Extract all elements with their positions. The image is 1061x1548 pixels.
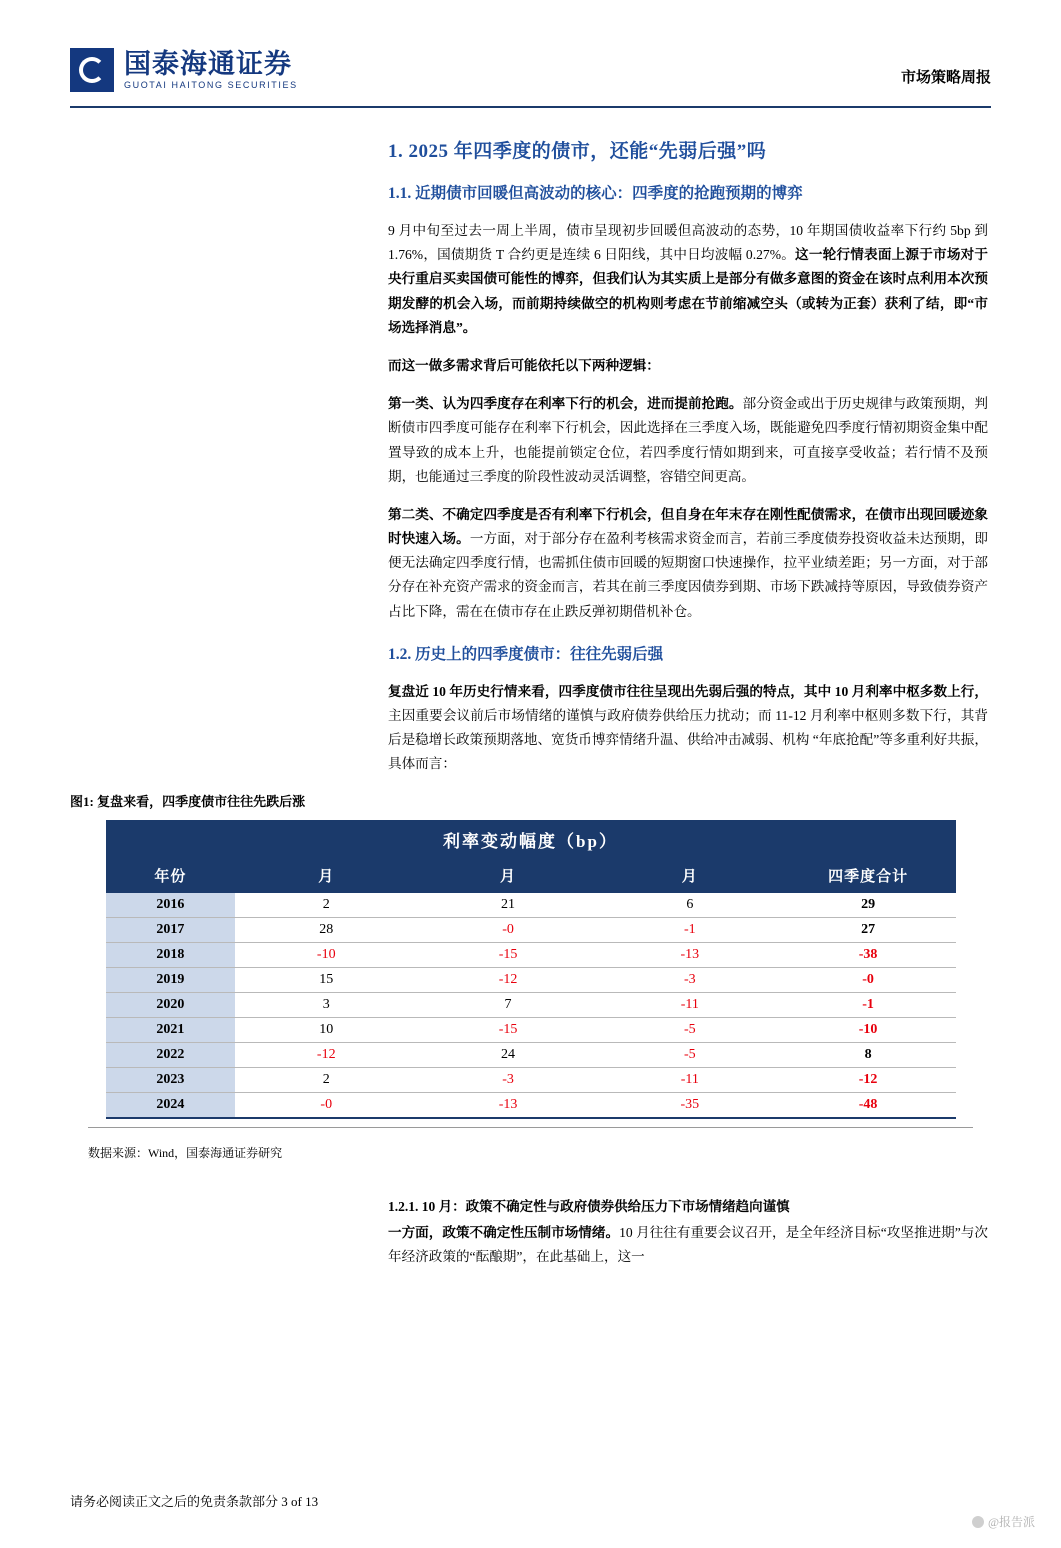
table-row: [106, 942, 956, 967]
table-row: [106, 1042, 956, 1067]
page-header: [70, 48, 991, 108]
figure-source: 数据来源：Wind，国泰海通证券研究: [88, 1145, 283, 1160]
section-heading-1-2-1: 1.2.1. 10 月：政策不确定性与政府债券供给压力下市场情绪趋向谨慎: [388, 1198, 790, 1214]
watermark: [972, 1513, 1035, 1530]
cell-m3: -3: [599, 967, 781, 992]
cell-year: 2020: [106, 992, 236, 1017]
text-column-2: [388, 1195, 988, 1269]
paragraph-4-normal: 一方面，对于部分存在盈利考核需求资金而言，若前三季度债券投资收益未达预期，即便无法确定四季度行情，也需抓住债市回暖的短期窗口快速操作，拉平业绩差距；另一方面，对于部分存在补充资产需求的资金而言，若其在前三季度因债券到期、市场下跌减持等原因，导致债券资产占比下降，需在在债市存在止跌反弹初期借机补仓。: [388, 531, 989, 619]
cell-m2: 21: [417, 893, 599, 918]
cell-year: 2023: [106, 1067, 236, 1092]
table-row: [106, 917, 956, 942]
cell-m3: -13: [599, 942, 781, 967]
cell-m3: -1: [599, 917, 781, 942]
header-report-type: 市场策略周报: [900, 70, 991, 86]
table-col-year: 年份: [106, 859, 236, 893]
cell-total: -10: [781, 1017, 956, 1042]
cell-m2: -12: [417, 967, 599, 992]
cell-total: -1: [781, 992, 956, 1017]
section-heading-1: 1. 2025 年四季度的债市，还能“先弱后强”吗: [388, 141, 767, 162]
cell-m2: 24: [417, 1042, 599, 1067]
section-heading-1-1: 1.1. 近期债市回暖但高波动的核心：四季度的抢跑预期的博弈: [388, 185, 803, 202]
paragraph-1: [388, 219, 988, 340]
source-divider: [88, 1127, 973, 1128]
cell-m3: -35: [599, 1092, 781, 1118]
figure-caption: 图1: 复盘来看，四季度债市往往先跌后涨: [70, 793, 306, 809]
paragraph-1-bold: 这一轮行情表面上源于市场对于央行重启买卖国债可能性的博弈，但我们认为其实质上是部分有做多意图的资金在该时点利用本次预期发酵的机会入场，而前期持续做空的机构则考虑在节前缩减空头（或转为正套）获利了结，即“市场选择消息”。: [388, 247, 989, 335]
cell-total: -0: [781, 967, 956, 992]
cell-year: 2022: [106, 1042, 236, 1067]
page-content: [70, 108, 991, 1269]
document-page: [0, 48, 1061, 1548]
rate-change-table: [106, 820, 956, 1119]
text-column: [388, 136, 988, 777]
cell-m3: -11: [599, 1067, 781, 1092]
cell-m3: 6: [599, 893, 781, 918]
table-col-month-2: 月: [417, 859, 599, 893]
cell-total: 27: [781, 917, 956, 942]
paragraph-6-bold: 一方面，政策不确定性压制市场情绪。: [388, 1224, 620, 1240]
paragraph-2: 而这一做多需求背后可能依托以下两种逻辑：: [388, 357, 660, 373]
cell-m3: -11: [599, 992, 781, 1017]
cell-m3: -5: [599, 1042, 781, 1067]
cell-year: 2017: [106, 917, 236, 942]
cell-m1: 3: [235, 992, 417, 1017]
table-title-row: [106, 820, 956, 859]
table-header-row: [106, 859, 956, 893]
table-head: [106, 820, 956, 893]
brand-logo: [70, 48, 298, 92]
table-body: [106, 893, 956, 1118]
watermark-icon: [972, 1516, 984, 1528]
paragraph-3-bold: 第一类、认为四季度存在利率下行的机会，进而提前抢跑。: [388, 396, 743, 412]
cell-year: 2018: [106, 942, 236, 967]
cell-m1: -0: [235, 1092, 417, 1118]
paragraph-4-bold: 第二类、不确定四季度是否有利率下行机会，但自身在年末存在刚性配债需求，在债市出现回暖迹象时快速入场。: [388, 506, 988, 547]
watermark-label: @报告派: [987, 1515, 1035, 1529]
cell-m1: 10: [235, 1017, 417, 1042]
logo-text-cn: 国泰海通证券: [124, 48, 292, 79]
table-col-total: 四季度合计: [781, 859, 956, 893]
cell-year: 2019: [106, 967, 236, 992]
table-col-month-3: 月: [599, 859, 781, 893]
cell-total: -38: [781, 942, 956, 967]
cell-m1: 28: [235, 917, 417, 942]
cell-m1: 15: [235, 967, 417, 992]
cell-m3: -5: [599, 1017, 781, 1042]
cell-total: -48: [781, 1092, 956, 1118]
cell-m2: -13: [417, 1092, 599, 1118]
table-col-month-1: 月: [235, 859, 417, 893]
cell-m1: -10: [235, 942, 417, 967]
cell-year: 2021: [106, 1017, 236, 1042]
cell-m1: 2: [235, 893, 417, 918]
cell-m1: 2: [235, 1067, 417, 1092]
table-row: [106, 893, 956, 918]
table-row: [106, 1067, 956, 1092]
logo-text-en: GUOTAI HAITONG SECURITIES: [124, 80, 298, 91]
section-heading-1-2: 1.2. 历史上的四季度债市：往往先弱后强: [388, 645, 664, 663]
cell-m2: -15: [417, 1017, 599, 1042]
table-row: [106, 1092, 956, 1118]
paragraph-4: [388, 503, 988, 624]
paragraph-5-normal: 主因重要会议前后市场情绪的谨慎与政府债券供给压力扰动；而 11-12 月利率中枢则多数下行，其背后是稳增长政策预期落地、宽货币博弈情绪升温、供给冲击减弱、机构 “年底抢配”等多重利好共振，具体而言：: [388, 708, 988, 772]
cell-m1: -12: [235, 1042, 417, 1067]
cell-total: 29: [781, 893, 956, 918]
cell-total: 8: [781, 1042, 956, 1067]
cell-m2: -3: [417, 1067, 599, 1092]
cell-year: 2016: [106, 893, 236, 918]
paragraph-3-normal: 部分资金或出于历史规律与政策预期，判断债市四季度可能存在利率下行机会，因此选择在三季度入场，既能避免四季度行情初期资金集中配置导致的成本上升，也能提前锁定仓位，若四季度行情如期到来，可直接享受收益；若行情不及预期，也能通过三季度的阶段性波动灵活调整，容错空间更高。: [388, 396, 989, 484]
table-row: [106, 967, 956, 992]
paragraph-6-normal: 10 月往往有重要会议召开，是全年经济目标“攻坚推进期”与次年经济政策的“酝酿期”，在此基础上，这一: [388, 1224, 988, 1264]
page-footer: 请务必阅读正文之后的免责条款部分 3 of 13: [70, 1494, 319, 1509]
cell-m2: -15: [417, 942, 599, 967]
cell-year: 2024: [106, 1092, 236, 1118]
paragraph-6: [388, 1221, 988, 1269]
table-row: [106, 1017, 956, 1042]
cell-total: -12: [781, 1067, 956, 1092]
logo-mark-icon: [70, 48, 114, 92]
paragraph-5: [388, 680, 988, 777]
figure-table-wrap: [88, 820, 973, 1119]
table-title: 利率变动幅度（bp）: [106, 820, 956, 859]
cell-m2: 7: [417, 992, 599, 1017]
cell-m2: -0: [417, 917, 599, 942]
paragraph-3: [388, 392, 988, 489]
paragraph-5-bold: 复盘近 10 年历史行情来看，四季度债市往往呈现出先弱后强的特点，其中 10 月利率中枢多数上行，: [388, 683, 988, 699]
table-row: [106, 992, 956, 1017]
paragraph-1-normal: 9 月中旬至过去一周上半周，债市呈现初步回暖但高波动的态势，10 年期国债收益率下行约 5bp 到 1.76%，国债期货 T 合约更是连续 6 日阳线，其中日均波幅 0.27%。: [388, 223, 988, 263]
